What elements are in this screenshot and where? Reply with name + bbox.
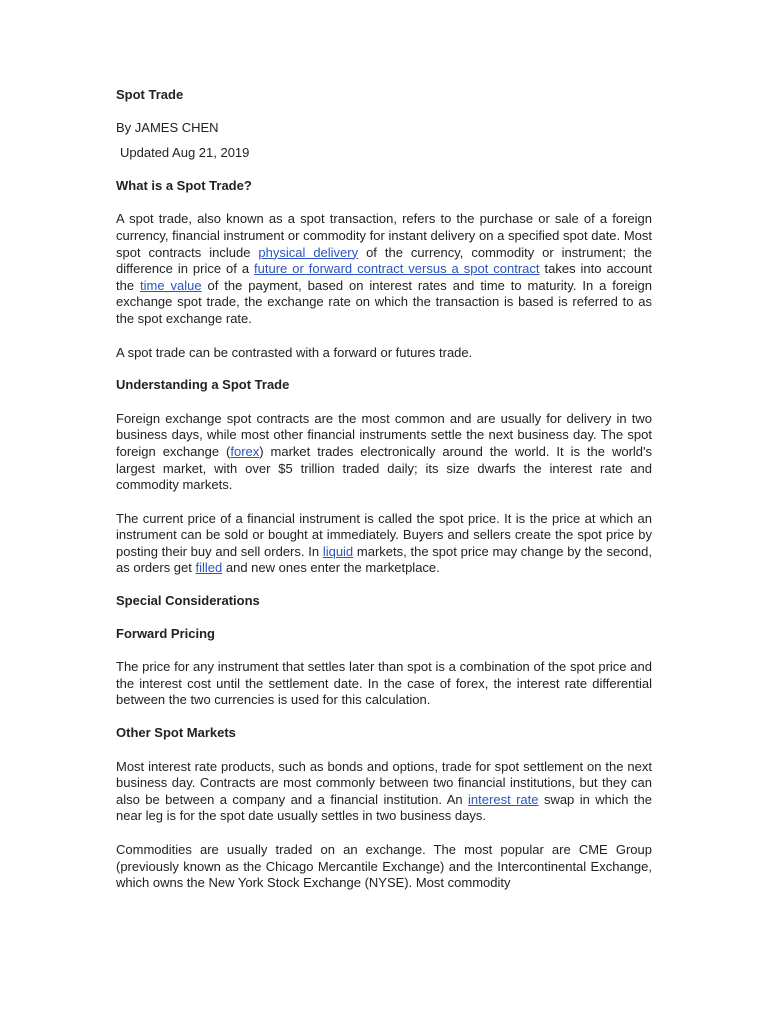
- text-run: Foreign exchange spot contracts are the most common and are usually for delivery in two business days, while most other financial instruments settle the next business day. The spot foreign exchange (: [116, 410, 652, 459]
- text-run: of the currency, commodity or instrument; the difference in price of a: [116, 244, 652, 277]
- text-run: and new ones enter the marketplace.: [222, 560, 440, 576]
- heading-what-is-spot-trade: What is a Spot Trade?: [116, 177, 252, 193]
- link-filled[interactable]: filled: [195, 560, 223, 576]
- document-page: [116, 87, 652, 892]
- paragraph-forward-pricing: The price for any instrument that settles later than spot is a combination of the spot price and the interest cost until the settlement date. In the case of forex, the interest rate differential between the two currencies is used for this calculation.: [116, 659, 652, 708]
- text-run: ) market trades electronically around the world. It is the world's largest market, with over $5 trillion traded daily; its size dwarfs the interest rate and commodity markets.: [116, 443, 652, 493]
- text-run: A spot trade, also known as a spot transaction, refers to the purchase or sale of a foreign currency, financial instrument or commodity for instant delivery on a specified spot date. Most spot contracts include: [116, 211, 652, 260]
- paragraph-spot-price: [116, 511, 652, 577]
- link-physical-delivery[interactable]: physical delivery: [258, 244, 359, 260]
- text-run: Most interest rate products, such as bonds and options, trade for spot settlement on the next business day. Contracts are most commonly between two financial institutions, but they can also be between a company and a financial institution. An: [116, 758, 652, 807]
- text-run: markets, the spot price may change by the second, as orders get: [116, 543, 652, 576]
- heading-other-spot-markets: Other Spot Markets: [116, 725, 236, 741]
- link-interest-rate[interactable]: interest rate: [468, 791, 539, 807]
- text-run: swap in which the near leg is for the spot date usually settles in two business days.: [116, 791, 652, 824]
- link-liquid[interactable]: liquid: [322, 543, 354, 559]
- heading-special-considerations: Special Considerations: [116, 593, 260, 609]
- link-forex[interactable]: forex: [230, 443, 260, 459]
- link-future-forward-contract[interactable]: future or forward contract versus a spot contract: [254, 261, 540, 277]
- paragraph-definition: [116, 211, 652, 327]
- paragraph-contrast: A spot trade can be contrasted with a forward or futures trade.: [116, 344, 473, 360]
- paragraph-commodities: Commodities are usually traded on an exchange. The most popular are CME Group (previously known as the Chicago Mercantile Exchange) and the Intercontinental Exchange, which owns the New York Stock Exchange (NYSE). Most commodity: [116, 842, 652, 891]
- heading-understanding-spot-trade: Understanding a Spot Trade: [116, 377, 290, 393]
- text-run: The current price of a financial instrument is called the spot price. It is the price at which an instrument can be sold or bought at immediately. Buyers and sellers create the spot price by posting their buy and sell orders. In: [116, 510, 652, 559]
- paragraph-interest-rate-products: [116, 759, 652, 825]
- text-run: takes into account the: [116, 261, 652, 293]
- updated-date: Updated Aug 21, 2019: [120, 145, 250, 161]
- link-time-value[interactable]: time value: [140, 277, 202, 293]
- text-run: of the payment, based on interest rates and time to maturity. In a foreign exchange spot trade, the exchange rate on which the transaction is based is referred to as the spot exchange rate.: [116, 277, 653, 326]
- paragraph-forex-spot: [116, 411, 652, 494]
- document-title: Spot Trade: [116, 87, 184, 102]
- heading-forward-pricing: Forward Pricing: [116, 625, 215, 641]
- author-byline: By JAMES CHEN: [116, 119, 219, 135]
